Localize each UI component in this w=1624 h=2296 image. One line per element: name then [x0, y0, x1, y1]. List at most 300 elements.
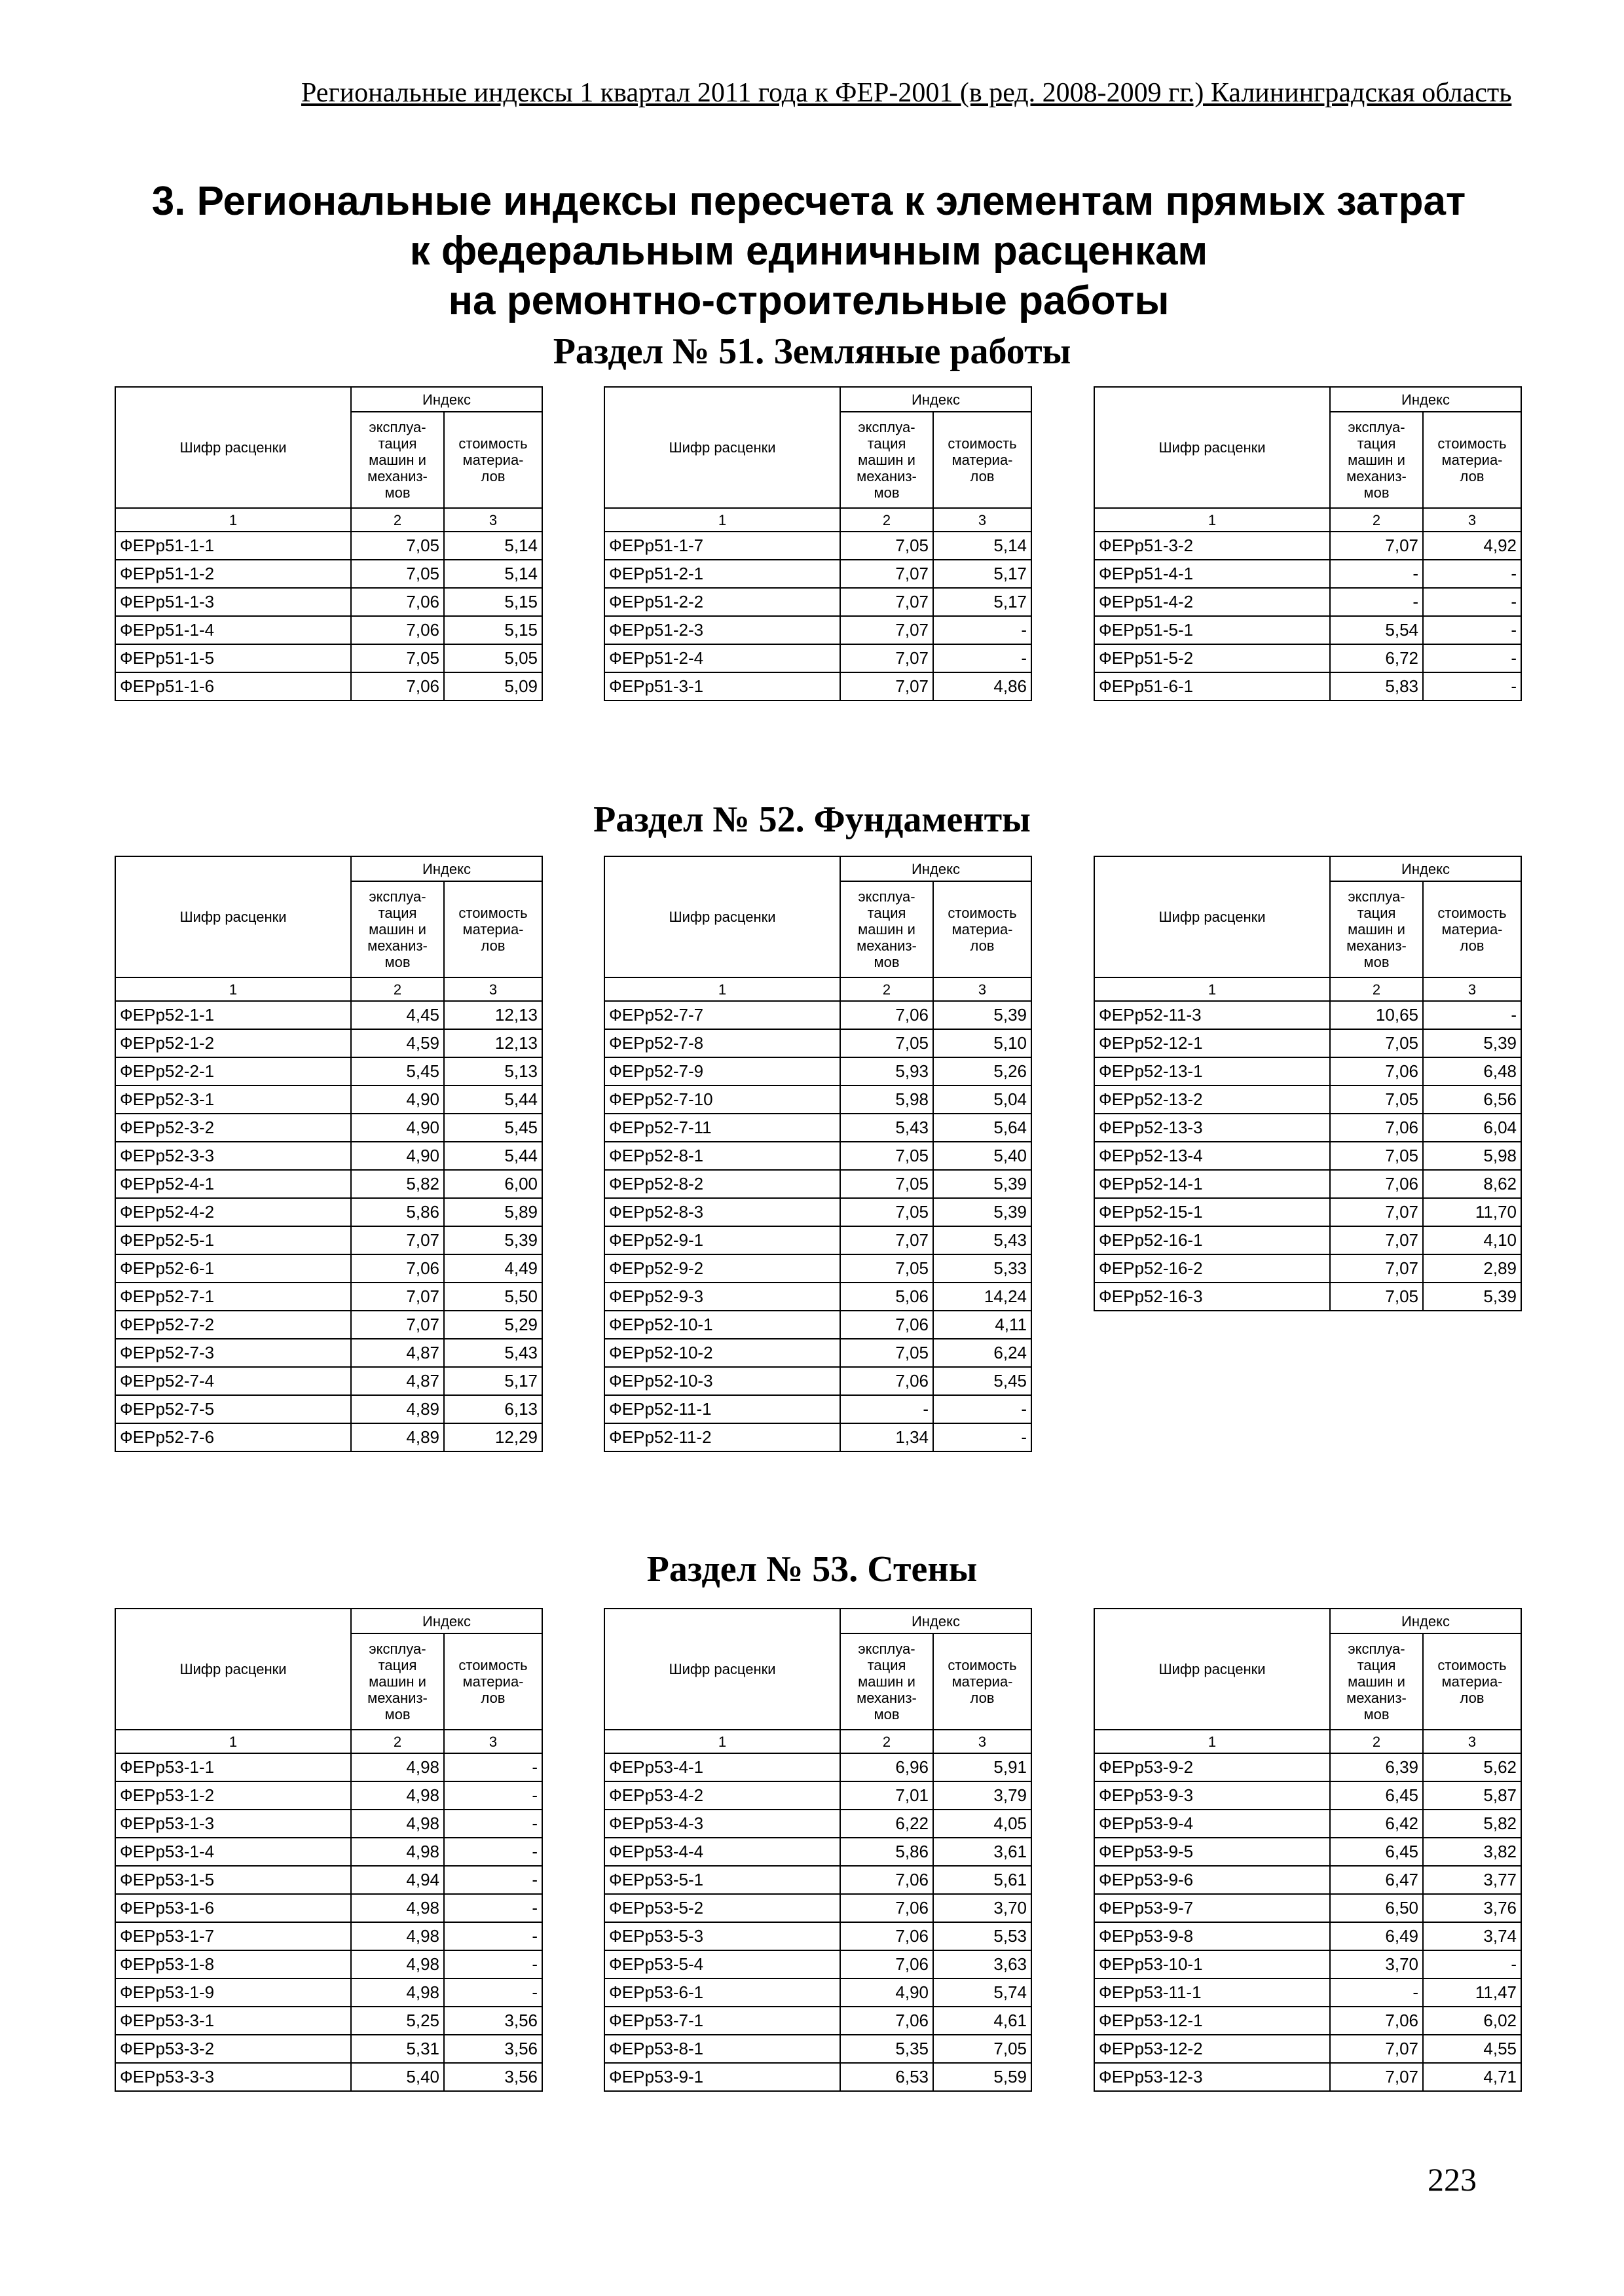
materials-index-cell: 3,56 [444, 2063, 542, 2091]
column-number: 3 [444, 508, 542, 532]
materials-index-cell: 4,49 [444, 1254, 542, 1283]
machines-index-cell: 7,05 [840, 1170, 933, 1198]
table-row [604, 1894, 1031, 1922]
table-row [604, 1810, 1031, 1838]
machines-index-cell: 5,98 [840, 1085, 933, 1114]
column-number: 3 [444, 977, 542, 1001]
rate-code-cell: ФЕРр52-11-3 [1094, 1001, 1330, 1029]
materials-column-header: стоимость материа- лов [1423, 1633, 1521, 1730]
materials-index-cell: 2,89 [1423, 1254, 1521, 1283]
rate-code-cell: ФЕРр51-4-1 [1094, 560, 1330, 588]
rate-code-cell: ФЕРр53-4-3 [604, 1810, 840, 1838]
table-row [604, 1866, 1031, 1894]
rate-code-cell: ФЕРр53-6-1 [604, 1978, 840, 2007]
rate-code-cell: ФЕРр53-9-2 [1094, 1753, 1330, 1781]
table-row [604, 1001, 1031, 1029]
machines-index-cell: 4,59 [351, 1029, 444, 1057]
machines-index-cell: 7,07 [1330, 1198, 1423, 1226]
machines-column-header: эксплуа- тация машин и механиз- мов [1330, 1633, 1423, 1730]
index-column-header: Индекс [351, 856, 542, 881]
rate-code-cell: ФЕРр52-7-3 [115, 1339, 351, 1367]
table-row [115, 672, 542, 701]
machines-index-cell: 4,98 [351, 1922, 444, 1950]
materials-index-cell: - [444, 1866, 542, 1894]
rate-code-cell: ФЕРр52-13-1 [1094, 1057, 1330, 1085]
materials-index-cell: 3,70 [933, 1894, 1031, 1922]
rate-code-cell: ФЕРр51-1-7 [604, 532, 840, 560]
rate-code-cell: ФЕРр51-2-4 [604, 644, 840, 672]
materials-index-cell: - [933, 1395, 1031, 1423]
materials-index-cell: 5,44 [444, 1142, 542, 1170]
table-row [1094, 1198, 1521, 1226]
code-column-header: Шифр расценки [604, 387, 840, 508]
rate-code-cell: ФЕРр52-1-1 [115, 1001, 351, 1029]
rate-code-cell: ФЕРр52-7-5 [115, 1395, 351, 1423]
rate-code-cell: ФЕРр53-4-1 [604, 1753, 840, 1781]
materials-index-cell: 5,91 [933, 1753, 1031, 1781]
materials-index-cell: - [444, 1838, 542, 1866]
materials-index-cell: 5,39 [1423, 1283, 1521, 1311]
rate-code-cell: ФЕРр52-5-1 [115, 1226, 351, 1254]
rate-code-cell: ФЕРр53-9-6 [1094, 1866, 1330, 1894]
code-column-header: Шифр расценки [604, 1609, 840, 1730]
rate-code-cell: ФЕРр53-1-9 [115, 1978, 351, 2007]
rate-code-cell: ФЕРр53-7-1 [604, 2007, 840, 2035]
table-row [115, 1866, 542, 1894]
materials-index-cell: 5,39 [933, 1170, 1031, 1198]
column-number: 2 [351, 508, 444, 532]
table-row [604, 1142, 1031, 1170]
materials-index-cell: 6,48 [1423, 1057, 1521, 1085]
materials-index-cell: - [1423, 672, 1521, 701]
materials-index-cell: 3,74 [1423, 1922, 1521, 1950]
materials-index-cell: 5,15 [444, 616, 542, 644]
materials-index-cell: 5,62 [1423, 1753, 1521, 1781]
table-row [1094, 1283, 1521, 1311]
materials-index-cell: 12,13 [444, 1029, 542, 1057]
column-number: 2 [351, 977, 444, 1001]
rate-code-cell: ФЕРр52-9-3 [604, 1283, 840, 1311]
column-number: 1 [604, 508, 840, 532]
index-column-header: Индекс [351, 1609, 542, 1633]
table-row [115, 1198, 542, 1226]
machines-index-cell: 7,05 [840, 1198, 933, 1226]
machines-index-cell: 5,31 [351, 2035, 444, 2063]
materials-index-cell: 4,92 [1423, 532, 1521, 560]
rate-code-cell: ФЕРр53-1-3 [115, 1810, 351, 1838]
materials-index-cell: 11,70 [1423, 1198, 1521, 1226]
rate-code-cell: ФЕРр53-12-1 [1094, 2007, 1330, 2035]
materials-index-cell: 5,74 [933, 1978, 1031, 2007]
rate-code-cell: ФЕРр52-11-1 [604, 1395, 840, 1423]
materials-index-cell: - [444, 1781, 542, 1810]
materials-index-cell: 5,40 [933, 1142, 1031, 1170]
table-row [1094, 1001, 1521, 1029]
index-column-header: Индекс [1330, 387, 1521, 412]
machines-index-cell: 7,05 [351, 532, 444, 560]
materials-index-cell: 3,61 [933, 1838, 1031, 1866]
machines-index-cell: 5,35 [840, 2035, 933, 2063]
machines-index-cell: 7,05 [840, 532, 933, 560]
table-row [115, 1226, 542, 1254]
machines-index-cell: 5,93 [840, 1057, 933, 1085]
materials-column-header: стоимость материа- лов [444, 412, 542, 508]
materials-index-cell: 5,39 [933, 1198, 1031, 1226]
table-row [1094, 2007, 1521, 2035]
rate-code-cell: ФЕРр52-10-1 [604, 1311, 840, 1339]
table-row [115, 1001, 542, 1029]
rate-code-cell: ФЕРр52-15-1 [1094, 1198, 1330, 1226]
table-row [115, 1838, 542, 1866]
table-row [1094, 1810, 1521, 1838]
table-row [604, 1311, 1031, 1339]
table-row [1094, 588, 1521, 616]
table-row [604, 1395, 1031, 1423]
materials-column-header: стоимость материа- лов [444, 1633, 542, 1730]
index-table [1094, 1608, 1522, 2092]
table-row [115, 1978, 542, 2007]
machines-index-cell: 7,05 [840, 1339, 933, 1367]
code-column-header: Шифр расценки [115, 387, 351, 508]
table-row [604, 1922, 1031, 1950]
materials-index-cell: 5,64 [933, 1114, 1031, 1142]
section-53-title: Раздел № 53. Стены [646, 1549, 978, 1590]
table-row [115, 1085, 542, 1114]
table-row [115, 560, 542, 588]
table-row [115, 1283, 542, 1311]
table-row [1094, 1866, 1521, 1894]
table-row [115, 1339, 542, 1367]
rate-code-cell: ФЕРр53-1-4 [115, 1838, 351, 1866]
rate-code-cell: ФЕРр53-3-2 [115, 2035, 351, 2063]
rate-code-cell: ФЕРр53-5-3 [604, 1922, 840, 1950]
materials-index-cell: 5,09 [444, 672, 542, 701]
table-row [115, 1950, 542, 1978]
machines-index-cell: 4,90 [351, 1085, 444, 1114]
machines-index-cell: 7,07 [840, 1226, 933, 1254]
index-column-header: Индекс [840, 856, 1031, 881]
materials-index-cell: 5,39 [1423, 1029, 1521, 1057]
materials-index-cell: 5,26 [933, 1057, 1031, 1085]
rate-code-cell: ФЕРр52-10-2 [604, 1339, 840, 1367]
table-row [1094, 644, 1521, 672]
rate-code-cell: ФЕРр52-7-6 [115, 1423, 351, 1451]
column-number: 1 [604, 977, 840, 1001]
machines-index-cell: 7,01 [840, 1781, 933, 1810]
materials-index-cell: 6,24 [933, 1339, 1031, 1367]
machines-index-cell: 7,07 [1330, 532, 1423, 560]
table-row [115, 2035, 542, 2063]
machines-index-cell: 4,45 [351, 1001, 444, 1029]
materials-index-cell: 5,14 [444, 532, 542, 560]
machines-index-cell: 5,25 [351, 2007, 444, 2035]
table-row [115, 1029, 542, 1057]
table-row [604, 1085, 1031, 1114]
rate-code-cell: ФЕРр53-9-8 [1094, 1922, 1330, 1950]
rate-code-cell: ФЕРр53-9-4 [1094, 1810, 1330, 1838]
rate-code-cell: ФЕРр52-12-1 [1094, 1029, 1330, 1057]
materials-index-cell: 6,13 [444, 1395, 542, 1423]
column-number: 2 [1330, 1730, 1423, 1753]
materials-index-cell: 3,82 [1423, 1838, 1521, 1866]
materials-index-cell: 12,13 [444, 1001, 542, 1029]
machines-index-cell: 6,50 [1330, 1894, 1423, 1922]
table-row [1094, 560, 1521, 588]
table-row [1094, 1781, 1521, 1810]
machines-index-cell: 7,06 [840, 2007, 933, 2035]
table-row [604, 2035, 1031, 2063]
materials-index-cell: 12,29 [444, 1423, 542, 1451]
table-row [115, 616, 542, 644]
machines-index-cell: 4,87 [351, 1339, 444, 1367]
rate-code-cell: ФЕРр53-9-3 [1094, 1781, 1330, 1810]
machines-index-cell: 7,05 [1330, 1029, 1423, 1057]
table-row [604, 1254, 1031, 1283]
code-column-header: Шифр расценки [115, 1609, 351, 1730]
materials-index-cell: 5,61 [933, 1866, 1031, 1894]
machines-index-cell: 7,07 [1330, 2035, 1423, 2063]
machines-index-cell: 4,98 [351, 1950, 444, 1978]
machines-index-cell: 7,06 [351, 588, 444, 616]
machines-index-cell: 7,06 [351, 672, 444, 701]
materials-column-header: стоимость материа- лов [444, 881, 542, 977]
machines-index-cell: 6,45 [1330, 1781, 1423, 1810]
materials-index-cell: 6,00 [444, 1170, 542, 1198]
column-number: 2 [1330, 977, 1423, 1001]
column-number: 1 [115, 1730, 351, 1753]
machines-index-cell: 7,05 [351, 560, 444, 588]
machines-index-cell: 6,53 [840, 2063, 933, 2091]
index-table [604, 1608, 1032, 2092]
rate-code-cell: ФЕРр53-1-6 [115, 1894, 351, 1922]
table-row [604, 1978, 1031, 2007]
materials-index-cell: 3,79 [933, 1781, 1031, 1810]
rate-code-cell: ФЕРр53-1-7 [115, 1922, 351, 1950]
materials-index-cell: 3,56 [444, 2035, 542, 2063]
column-number: 1 [1094, 508, 1330, 532]
table-row [1094, 1029, 1521, 1057]
table-row [115, 532, 542, 560]
machines-index-cell: 7,06 [840, 1311, 933, 1339]
column-number: 1 [604, 1730, 840, 1753]
materials-column-header: стоимость материа- лов [933, 1633, 1031, 1730]
table-row [115, 1367, 542, 1395]
rate-code-cell: ФЕРр53-1-2 [115, 1781, 351, 1810]
machines-index-cell: 4,98 [351, 1978, 444, 2007]
machines-index-cell: 7,07 [840, 616, 933, 644]
table-row [1094, 1170, 1521, 1198]
rate-code-cell: ФЕРр52-9-2 [604, 1254, 840, 1283]
machines-index-cell: 4,98 [351, 1810, 444, 1838]
rate-code-cell: ФЕРр52-8-2 [604, 1170, 840, 1198]
machines-index-cell: - [1330, 560, 1423, 588]
table-row [1094, 1085, 1521, 1114]
table-row [604, 588, 1031, 616]
materials-index-cell: 5,17 [933, 560, 1031, 588]
rate-code-cell: ФЕРр52-3-1 [115, 1085, 351, 1114]
column-number: 2 [840, 508, 933, 532]
machines-index-cell: 4,90 [351, 1142, 444, 1170]
machines-index-cell: 4,90 [840, 1978, 933, 2007]
main-title-line-3: на ремонтно-строительные работы [448, 278, 1170, 323]
machines-index-cell: 5,45 [351, 1057, 444, 1085]
machines-index-cell: 7,05 [351, 644, 444, 672]
materials-index-cell: 4,11 [933, 1311, 1031, 1339]
table-row [115, 1311, 542, 1339]
rate-code-cell: ФЕРр52-6-1 [115, 1254, 351, 1283]
table-row [115, 1254, 542, 1283]
index-table [1094, 386, 1522, 701]
materials-index-cell: - [933, 616, 1031, 644]
table-row [115, 1894, 542, 1922]
machines-index-cell: 5,83 [1330, 672, 1423, 701]
rate-code-cell: ФЕРр53-9-5 [1094, 1838, 1330, 1866]
table-row [115, 1423, 542, 1451]
materials-index-cell: - [444, 1894, 542, 1922]
machines-index-cell: 7,06 [351, 616, 444, 644]
materials-index-cell: 5,10 [933, 1029, 1031, 1057]
index-column-header: Индекс [1330, 856, 1521, 881]
rate-code-cell: ФЕРр51-1-5 [115, 644, 351, 672]
machines-index-cell: 4,87 [351, 1367, 444, 1395]
materials-index-cell: 3,77 [1423, 1866, 1521, 1894]
machines-index-cell: 7,06 [840, 1894, 933, 1922]
rate-code-cell: ФЕРр53-12-2 [1094, 2035, 1330, 2063]
materials-index-cell: 5,87 [1423, 1781, 1521, 1810]
column-number: 3 [1423, 1730, 1521, 1753]
table-row [604, 1170, 1031, 1198]
column-number: 3 [933, 508, 1031, 532]
rate-code-cell: ФЕРр52-10-3 [604, 1367, 840, 1395]
table-row [115, 1810, 542, 1838]
machines-index-cell: 4,94 [351, 1866, 444, 1894]
index-table [115, 856, 543, 1452]
machines-index-cell: 6,47 [1330, 1866, 1423, 1894]
table-row [604, 1423, 1031, 1451]
table-row [115, 2063, 542, 2091]
index-column-header: Индекс [351, 387, 542, 412]
machines-index-cell: 7,05 [840, 1254, 933, 1283]
materials-index-cell: 5,29 [444, 1311, 542, 1339]
machines-column-header: эксплуа- тация машин и механиз- мов [351, 881, 444, 977]
table-row [1094, 2035, 1521, 2063]
rate-code-cell: ФЕРр52-7-8 [604, 1029, 840, 1057]
materials-index-cell: 3,56 [444, 2007, 542, 2035]
table-row [115, 1057, 542, 1085]
rate-code-cell: ФЕРр51-1-3 [115, 588, 351, 616]
rate-code-cell: ФЕРр52-7-1 [115, 1283, 351, 1311]
table-row [604, 1283, 1031, 1311]
materials-index-cell: 11,47 [1423, 1978, 1521, 2007]
machines-index-cell: 7,07 [1330, 1226, 1423, 1254]
machines-index-cell: 5,54 [1330, 616, 1423, 644]
table-row [604, 1198, 1031, 1226]
column-number: 3 [1423, 977, 1521, 1001]
rate-code-cell: ФЕРр52-4-2 [115, 1198, 351, 1226]
materials-index-cell: 5,39 [933, 1001, 1031, 1029]
materials-index-cell: 5,50 [444, 1283, 542, 1311]
machines-index-cell: 7,06 [840, 1367, 933, 1395]
table-row [604, 616, 1031, 644]
index-column-header: Индекс [1330, 1609, 1521, 1633]
table-row [115, 1142, 542, 1170]
machines-index-cell: 6,42 [1330, 1810, 1423, 1838]
machines-index-cell: 7,06 [351, 1254, 444, 1283]
rate-code-cell: ФЕРр53-1-1 [115, 1753, 351, 1781]
section-52-title: Раздел № 52. Фундаменты [593, 799, 1031, 840]
machines-index-cell: 7,07 [840, 644, 933, 672]
machines-column-header: эксплуа- тация машин и механиз- мов [1330, 881, 1423, 977]
rate-code-cell: ФЕРр51-4-2 [1094, 588, 1330, 616]
machines-index-cell: 7,06 [840, 1866, 933, 1894]
table-row [604, 2063, 1031, 2091]
table-row [115, 1781, 542, 1810]
materials-index-cell: 5,39 [444, 1226, 542, 1254]
materials-index-cell: 8,62 [1423, 1170, 1521, 1198]
table-row [115, 2007, 542, 2035]
rate-code-cell: ФЕРр51-5-1 [1094, 616, 1330, 644]
machines-index-cell: 4,98 [351, 1894, 444, 1922]
materials-index-cell: - [1423, 616, 1521, 644]
table-row [604, 1753, 1031, 1781]
machines-index-cell: 7,07 [840, 560, 933, 588]
machines-index-cell: 4,89 [351, 1423, 444, 1451]
main-title-line-1: 3. Региональные индексы пересчета к элементам прямых затрат [151, 179, 1466, 224]
index-table [115, 1608, 543, 2092]
running-header: Региональные индексы 1 квартал 2011 года к ФЕР-2001 (в ред. 2008-2009 гг.) Калининградская область [301, 78, 1512, 108]
machines-index-cell: 7,07 [351, 1311, 444, 1339]
machines-index-cell: 4,98 [351, 1781, 444, 1810]
rate-code-cell: ФЕРр52-9-1 [604, 1226, 840, 1254]
table-row [1094, 1142, 1521, 1170]
materials-index-cell: 5,14 [933, 532, 1031, 560]
materials-index-cell: 5,45 [933, 1367, 1031, 1395]
materials-index-cell: 6,56 [1423, 1085, 1521, 1114]
rate-code-cell: ФЕРр52-13-4 [1094, 1142, 1330, 1170]
materials-column-header: стоимость материа- лов [1423, 412, 1521, 508]
column-number: 3 [1423, 508, 1521, 532]
rate-code-cell: ФЕРр52-4-1 [115, 1170, 351, 1198]
rate-code-cell: ФЕРр51-2-3 [604, 616, 840, 644]
table-row [604, 1029, 1031, 1057]
materials-index-cell: - [933, 644, 1031, 672]
rate-code-cell: ФЕРр51-1-1 [115, 532, 351, 560]
rate-code-cell: ФЕРр51-2-2 [604, 588, 840, 616]
materials-index-cell: 5,89 [444, 1198, 542, 1226]
table-row [604, 1781, 1031, 1810]
machines-index-cell: - [1330, 588, 1423, 616]
table-row [1094, 1226, 1521, 1254]
machines-index-cell: 1,34 [840, 1423, 933, 1451]
rate-code-cell: ФЕРр52-16-3 [1094, 1283, 1330, 1311]
machines-index-cell: 7,06 [840, 1001, 933, 1029]
rate-code-cell: ФЕРр53-3-3 [115, 2063, 351, 2091]
rate-code-cell: ФЕРр52-3-3 [115, 1142, 351, 1170]
machines-index-cell: 5,82 [351, 1170, 444, 1198]
machines-index-cell: 4,98 [351, 1838, 444, 1866]
materials-index-cell: 4,55 [1423, 2035, 1521, 2063]
column-number: 1 [115, 508, 351, 532]
machines-column-header: эксплуа- тация машин и механиз- мов [1330, 412, 1423, 508]
page-number: 223 [1428, 2161, 1477, 2198]
rate-code-cell: ФЕРр52-16-2 [1094, 1254, 1330, 1283]
rate-code-cell: ФЕРр51-3-2 [1094, 532, 1330, 560]
materials-index-cell: - [933, 1423, 1031, 1451]
rate-code-cell: ФЕРр51-6-1 [1094, 672, 1330, 701]
column-number: 2 [1330, 508, 1423, 532]
materials-index-cell: 4,10 [1423, 1226, 1521, 1254]
materials-column-header: стоимость материа- лов [933, 412, 1031, 508]
